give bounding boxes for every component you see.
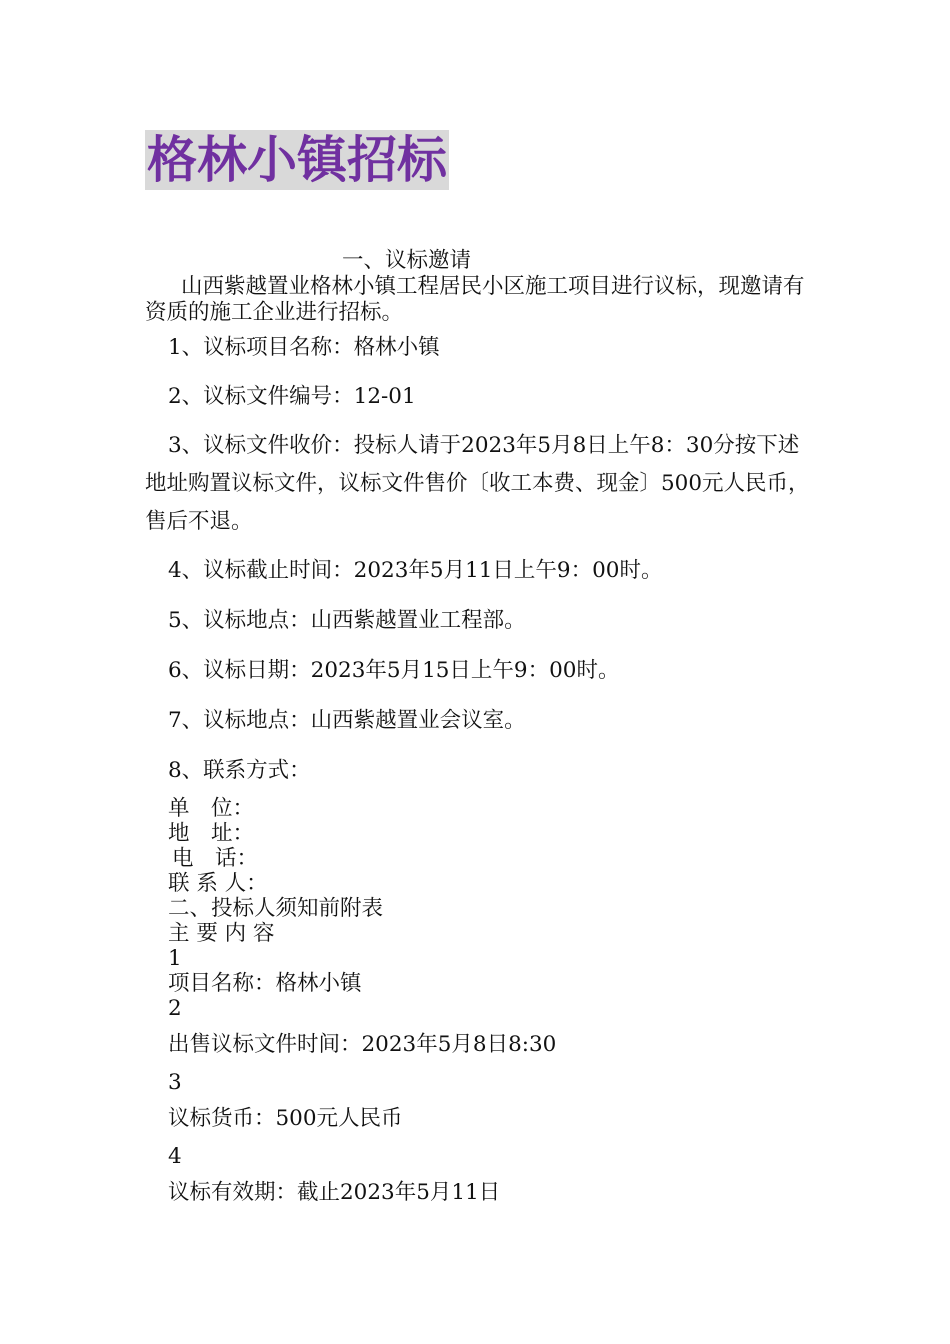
contact-phone: 电 话： bbox=[172, 846, 259, 871]
item-deadline: 4、议标截止时间：2023年5月11日上午9：00时。 bbox=[168, 558, 663, 583]
table-row-number: 3 bbox=[168, 1070, 182, 1095]
document-title: 格林小镇招标 bbox=[147, 131, 447, 189]
table-row-content: 项目名称：格林小镇 bbox=[168, 971, 362, 996]
item-file-price: 3、议标文件收价：投标人请于2023年5月8日上午8：30分按下述地址购置议标文件，议标文件售价〔收工本费、现金〕500元人民币，售后不退。 bbox=[145, 433, 810, 534]
table-row-number: 1 bbox=[168, 946, 182, 971]
table-row-content: 出售议标文件时间：2023年5月8日8:30 bbox=[168, 1032, 557, 1057]
item-contact: 8、联系方式： bbox=[168, 758, 311, 783]
contact-person: 联 系 人： bbox=[168, 871, 268, 896]
intro-paragraph: 山西紫越置业格林小镇工程居民小区施工项目进行议标，现邀请有资质的施工企业进行招标。 bbox=[145, 274, 805, 325]
table-row-content: 议标有效期：截止2023年5月11日 bbox=[168, 1180, 501, 1205]
section2-heading: 二、投标人须知前附表 bbox=[168, 896, 384, 921]
item-file-number: 2、议标文件编号：12-01 bbox=[168, 384, 416, 409]
table-row-content: 议标货币：500元人民币 bbox=[168, 1106, 403, 1131]
section1-heading: 一、议标邀请 bbox=[342, 248, 472, 273]
item-meeting-location: 7、议标地点：山西紫越置业会议室。 bbox=[168, 708, 526, 733]
item-date: 6、议标日期：2023年5月15日上午9：00时。 bbox=[168, 658, 620, 683]
item-location: 5、议标地点：山西紫越置业工程部。 bbox=[168, 608, 526, 633]
contact-unit: 单 位： bbox=[168, 796, 255, 821]
table-row-number: 4 bbox=[168, 1144, 182, 1169]
table-row-number: 2 bbox=[168, 996, 182, 1021]
table-header: 主 要 内 容 bbox=[168, 921, 275, 946]
contact-address: 地 址： bbox=[168, 821, 255, 846]
item-project-name: 1、议标项目名称：格林小镇 bbox=[168, 335, 440, 360]
